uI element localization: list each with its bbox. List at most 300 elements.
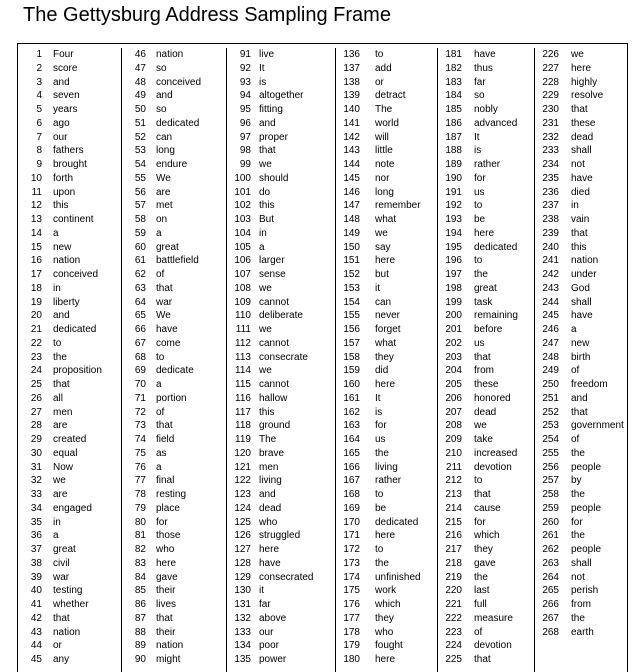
word-index: 22 — [30, 337, 42, 349]
word-index: 187 — [445, 131, 462, 143]
word-row — [438, 378, 534, 392]
word-row — [122, 131, 226, 145]
word-cell: in — [53, 516, 61, 528]
word-row — [535, 282, 628, 296]
word-index: 211 — [446, 461, 462, 473]
word-index: 68 — [134, 351, 146, 363]
word-cell: are — [53, 489, 68, 500]
word-index: 242 — [542, 269, 559, 280]
word-index: 262 — [542, 544, 559, 555]
word-cell: honored — [474, 392, 511, 404]
word-row — [227, 557, 335, 571]
word-index: 121 — [234, 461, 251, 473]
word-cell: civil — [53, 557, 70, 569]
word-cell: to — [474, 475, 483, 487]
word-cell: live — [259, 49, 275, 60]
word-row — [18, 612, 121, 626]
word-index: 212 — [445, 475, 462, 487]
word-cell: they — [474, 544, 493, 555]
word-index: 92 — [239, 62, 251, 74]
word-row — [18, 62, 121, 76]
word-column-1 — [18, 48, 122, 672]
word-row — [18, 89, 121, 103]
word-index: 107 — [234, 269, 251, 280]
word-cell: which — [375, 599, 401, 610]
word-index: 249 — [542, 365, 559, 377]
word-index: 198 — [445, 282, 462, 294]
word-row — [336, 48, 437, 62]
word-cell: the — [571, 447, 585, 459]
word-cell: a — [156, 461, 162, 473]
word-row — [18, 557, 121, 571]
word-index: 54 — [134, 159, 146, 170]
word-cell: work — [375, 585, 397, 597]
word-row — [122, 337, 226, 351]
word-row — [535, 172, 628, 186]
word-index: 80 — [134, 516, 146, 528]
word-cell: perish — [571, 585, 599, 597]
word-cell: that — [474, 489, 491, 500]
word-cell: cause — [474, 502, 501, 514]
word-row — [535, 103, 628, 117]
word-index: 49 — [134, 90, 146, 102]
word-row — [438, 653, 534, 667]
word-row — [122, 309, 226, 323]
word-cell: are — [53, 420, 68, 432]
word-row — [438, 172, 534, 186]
word-cell: have — [571, 172, 593, 184]
word-cell: that — [156, 282, 173, 294]
word-row — [438, 612, 534, 626]
word-index: 27 — [30, 406, 42, 418]
word-index: 75 — [134, 447, 146, 459]
word-row — [438, 323, 534, 337]
word-cell: and — [53, 310, 70, 322]
word-row — [122, 543, 226, 557]
word-row — [18, 571, 121, 585]
word-cell: who — [156, 544, 175, 555]
word-row — [336, 571, 437, 585]
word-index: 18 — [30, 282, 42, 294]
word-row — [227, 309, 335, 323]
word-cell: we — [259, 282, 272, 294]
word-row — [535, 364, 628, 378]
word-cell: the — [53, 351, 67, 363]
word-row — [122, 241, 226, 255]
word-index: 94 — [239, 90, 251, 102]
word-index: 73 — [134, 420, 146, 432]
word-cell: living — [259, 475, 282, 487]
word-cell: hallow — [259, 392, 288, 404]
word-row — [535, 502, 628, 516]
word-cell: struggled — [259, 530, 301, 542]
word-row — [122, 158, 226, 172]
word-cell: war — [156, 296, 173, 308]
word-index: 64 — [134, 296, 146, 308]
word-index: 166 — [343, 461, 360, 473]
word-index: 169 — [343, 502, 360, 514]
word-cell: The — [375, 104, 393, 115]
word-cell: resolve — [571, 90, 604, 102]
word-column-6 — [535, 48, 628, 672]
word-row — [18, 227, 121, 241]
word-row — [535, 186, 628, 200]
word-index: 129 — [234, 571, 251, 583]
word-index: 189 — [445, 159, 462, 170]
word-index: 70 — [134, 379, 146, 390]
word-row — [122, 117, 226, 131]
word-row — [438, 76, 534, 90]
word-index: 114 — [235, 365, 251, 377]
word-index: 8 — [36, 145, 42, 157]
word-index: 79 — [134, 502, 146, 514]
word-index: 178 — [343, 626, 360, 638]
word-row — [336, 364, 437, 378]
word-cell: new — [571, 337, 590, 349]
word-cell: it — [375, 282, 380, 294]
word-cell: advanced — [474, 117, 518, 129]
word-row — [18, 392, 121, 406]
word-row — [535, 419, 628, 433]
word-row — [535, 378, 628, 392]
word-row — [535, 351, 628, 365]
word-cell: people — [571, 544, 602, 555]
word-cell: conceived — [53, 269, 99, 280]
word-row — [227, 364, 335, 378]
word-index: 12 — [30, 200, 42, 212]
word-row — [438, 447, 534, 461]
word-cell: dedicated — [474, 241, 518, 253]
word-cell: new — [53, 241, 72, 253]
word-index: 113 — [235, 351, 251, 363]
word-cell: so — [156, 104, 167, 115]
word-cell: we — [474, 420, 487, 432]
word-row — [535, 433, 628, 447]
word-row — [336, 117, 437, 131]
word-index: 134 — [234, 640, 251, 652]
word-index: 110 — [235, 310, 251, 322]
word-index: 66 — [134, 324, 146, 335]
word-cell: endure — [156, 159, 188, 170]
word-index: 102 — [234, 200, 251, 212]
word-row — [227, 378, 335, 392]
word-index: 7 — [36, 131, 42, 143]
word-row — [122, 502, 226, 516]
word-row — [122, 612, 226, 626]
word-cell: thus — [474, 62, 493, 74]
word-row — [18, 502, 121, 516]
word-row — [535, 131, 628, 145]
word-cell: not — [571, 571, 585, 583]
word-index: 111 — [235, 324, 251, 335]
word-cell: years — [53, 104, 78, 115]
word-index: 43 — [30, 626, 42, 638]
word-cell: world — [375, 117, 399, 129]
word-cell: war — [53, 571, 70, 583]
word-index: 58 — [134, 214, 146, 225]
word-row — [336, 378, 437, 392]
word-row — [227, 117, 335, 131]
word-row — [122, 199, 226, 213]
word-cell: from — [474, 365, 494, 377]
word-cell: but — [375, 269, 389, 280]
word-index: 197 — [445, 269, 462, 280]
word-row — [438, 199, 534, 213]
word-index: 147 — [343, 200, 360, 212]
word-index: 223 — [445, 626, 462, 638]
word-index: 85 — [134, 585, 146, 597]
word-cell: that — [156, 612, 173, 624]
word-index: 214 — [445, 502, 462, 514]
word-index: 62 — [134, 269, 146, 280]
word-row — [438, 351, 534, 365]
word-row — [438, 48, 534, 62]
word-row — [122, 296, 226, 310]
word-index: 55 — [134, 172, 146, 184]
word-row — [18, 103, 121, 117]
word-cell: who — [259, 516, 278, 528]
word-row — [535, 612, 628, 626]
word-cell: dead — [259, 502, 282, 514]
word-index: 267 — [542, 612, 559, 624]
word-row — [336, 626, 437, 640]
word-index: 175 — [343, 585, 360, 597]
word-index: 25 — [30, 379, 42, 390]
word-row — [227, 186, 335, 200]
word-index: 221 — [445, 599, 462, 610]
word-index: 254 — [542, 434, 559, 445]
word-index: 60 — [134, 241, 146, 253]
word-index: 71 — [134, 392, 146, 404]
word-row — [535, 309, 628, 323]
word-index: 32 — [30, 475, 42, 487]
word-cell: gave — [474, 557, 496, 569]
word-row — [227, 419, 335, 433]
word-cell: what — [375, 214, 397, 225]
word-cell: for — [156, 516, 168, 528]
word-cell: vain — [571, 214, 590, 225]
word-index: 82 — [134, 544, 146, 555]
word-cell: and — [571, 392, 588, 404]
word-row — [438, 543, 534, 557]
word-index: 218 — [445, 557, 462, 569]
word-index: 63 — [134, 282, 146, 294]
word-row — [438, 488, 534, 502]
word-row — [336, 296, 437, 310]
word-index: 50 — [134, 104, 146, 115]
word-row — [227, 158, 335, 172]
word-index: 77 — [134, 475, 146, 487]
word-row — [535, 254, 628, 268]
word-index: 190 — [445, 172, 462, 184]
word-index: 224 — [445, 640, 462, 652]
word-index: 184 — [445, 90, 462, 102]
word-cell: the — [474, 269, 488, 280]
word-index: 146 — [343, 186, 360, 198]
word-cell: a — [53, 227, 59, 239]
word-cell: or — [375, 76, 384, 88]
word-cell: they — [375, 612, 394, 624]
word-row — [535, 337, 628, 351]
word-index: 127 — [234, 544, 251, 555]
word-cell: seven — [53, 90, 80, 102]
word-row — [18, 474, 121, 488]
word-index: 186 — [445, 117, 462, 129]
word-cell: of — [156, 406, 165, 418]
word-index: 132 — [234, 612, 251, 624]
word-cell: birth — [571, 351, 591, 363]
word-cell: far — [259, 599, 271, 610]
word-cell: deliberate — [259, 310, 303, 322]
word-index: 45 — [30, 654, 42, 665]
word-cell: power — [259, 654, 287, 665]
word-cell: nor — [375, 172, 390, 184]
word-index: 237 — [542, 200, 559, 212]
word-row — [227, 144, 335, 158]
word-cell: we — [259, 159, 272, 170]
word-index: 89 — [134, 640, 146, 652]
word-row — [227, 502, 335, 516]
word-index: 160 — [343, 379, 360, 390]
word-row — [227, 598, 335, 612]
word-index: 217 — [445, 544, 462, 555]
word-index: 183 — [445, 76, 462, 88]
word-cell: Now — [53, 461, 74, 473]
word-cell: can — [156, 131, 173, 143]
word-row — [122, 529, 226, 543]
word-index: 115 — [235, 379, 251, 390]
word-index: 56 — [134, 186, 146, 198]
word-cell: who — [375, 626, 394, 638]
word-index: 163 — [343, 420, 360, 432]
word-row — [122, 89, 226, 103]
word-cell: those — [156, 530, 181, 542]
word-row — [122, 227, 226, 241]
word-index: 248 — [542, 351, 559, 363]
word-cell: here — [375, 654, 396, 665]
word-cell: nation — [53, 255, 81, 267]
word-cell: here — [474, 227, 495, 239]
word-cell: government — [571, 420, 624, 432]
word-index: 210 — [445, 447, 462, 459]
word-row — [438, 158, 534, 172]
word-cell: little — [375, 145, 393, 157]
word-row — [122, 103, 226, 117]
word-row — [438, 268, 534, 282]
word-cell: people — [571, 502, 602, 514]
word-index: 141 — [343, 117, 360, 129]
word-row — [535, 516, 628, 530]
word-index: 140 — [343, 104, 360, 115]
word-row — [227, 447, 335, 461]
sampling-frame-table — [17, 43, 628, 672]
word-cell: should — [259, 172, 289, 184]
word-row — [535, 241, 628, 255]
word-row — [18, 296, 121, 310]
word-cell: ground — [259, 420, 291, 432]
word-row — [336, 516, 437, 530]
word-index: 30 — [30, 447, 42, 459]
word-row — [122, 323, 226, 337]
word-cell: men — [53, 406, 73, 418]
word-cell: remaining — [474, 310, 518, 322]
word-row — [535, 158, 628, 172]
word-index: 258 — [542, 489, 559, 500]
word-index: 116 — [235, 392, 251, 404]
word-index: 228 — [542, 76, 559, 88]
word-cell: this — [259, 200, 275, 212]
word-index: 194 — [445, 227, 462, 239]
word-index: 144 — [343, 159, 360, 170]
word-index: 1 — [36, 49, 42, 60]
word-cell: rather — [375, 475, 402, 487]
word-index: 65 — [134, 310, 146, 322]
word-cell: do — [259, 186, 271, 198]
word-cell: nation — [156, 640, 184, 652]
word-index: 246 — [542, 324, 559, 335]
word-index: 72 — [134, 406, 146, 418]
word-index: 257 — [542, 475, 559, 487]
word-row — [535, 296, 628, 310]
word-index: 86 — [134, 599, 146, 610]
word-cell: shall — [571, 145, 592, 157]
word-row — [336, 461, 437, 475]
word-cell: is — [259, 76, 267, 88]
word-row — [336, 323, 437, 337]
word-index: 104 — [234, 227, 251, 239]
word-index: 57 — [134, 200, 146, 212]
word-cell: equal — [53, 447, 78, 459]
word-cell: consecrate — [259, 351, 308, 363]
word-cell: here — [375, 379, 396, 390]
word-row — [18, 172, 121, 186]
word-row — [227, 76, 335, 90]
word-index: 264 — [542, 571, 559, 583]
word-index: 16 — [30, 255, 42, 267]
word-cell: of — [571, 365, 580, 377]
word-index: 252 — [542, 406, 559, 418]
word-row — [438, 502, 534, 516]
word-index: 131 — [234, 599, 251, 610]
word-row — [535, 89, 628, 103]
word-row — [336, 158, 437, 172]
word-row — [227, 254, 335, 268]
word-cell: resting — [156, 489, 187, 500]
word-index: 84 — [134, 571, 146, 583]
word-index: 130 — [234, 585, 251, 597]
word-index: 123 — [234, 489, 251, 500]
word-row — [122, 172, 226, 186]
word-cell: Four — [53, 49, 74, 60]
word-row — [336, 337, 437, 351]
word-index: 171 — [343, 530, 360, 542]
word-cell: so — [474, 90, 485, 102]
word-row — [18, 364, 121, 378]
word-cell: liberty — [53, 296, 80, 308]
word-cell: fathers — [53, 145, 84, 157]
word-row — [336, 131, 437, 145]
word-row — [336, 557, 437, 571]
word-row — [227, 241, 335, 255]
word-row — [336, 186, 437, 200]
word-row — [336, 172, 437, 186]
word-cell: cannot — [259, 296, 290, 308]
word-row — [336, 474, 437, 488]
word-row — [18, 447, 121, 461]
word-index: 81 — [134, 530, 146, 542]
word-cell: to — [375, 49, 384, 60]
word-row — [18, 323, 121, 337]
